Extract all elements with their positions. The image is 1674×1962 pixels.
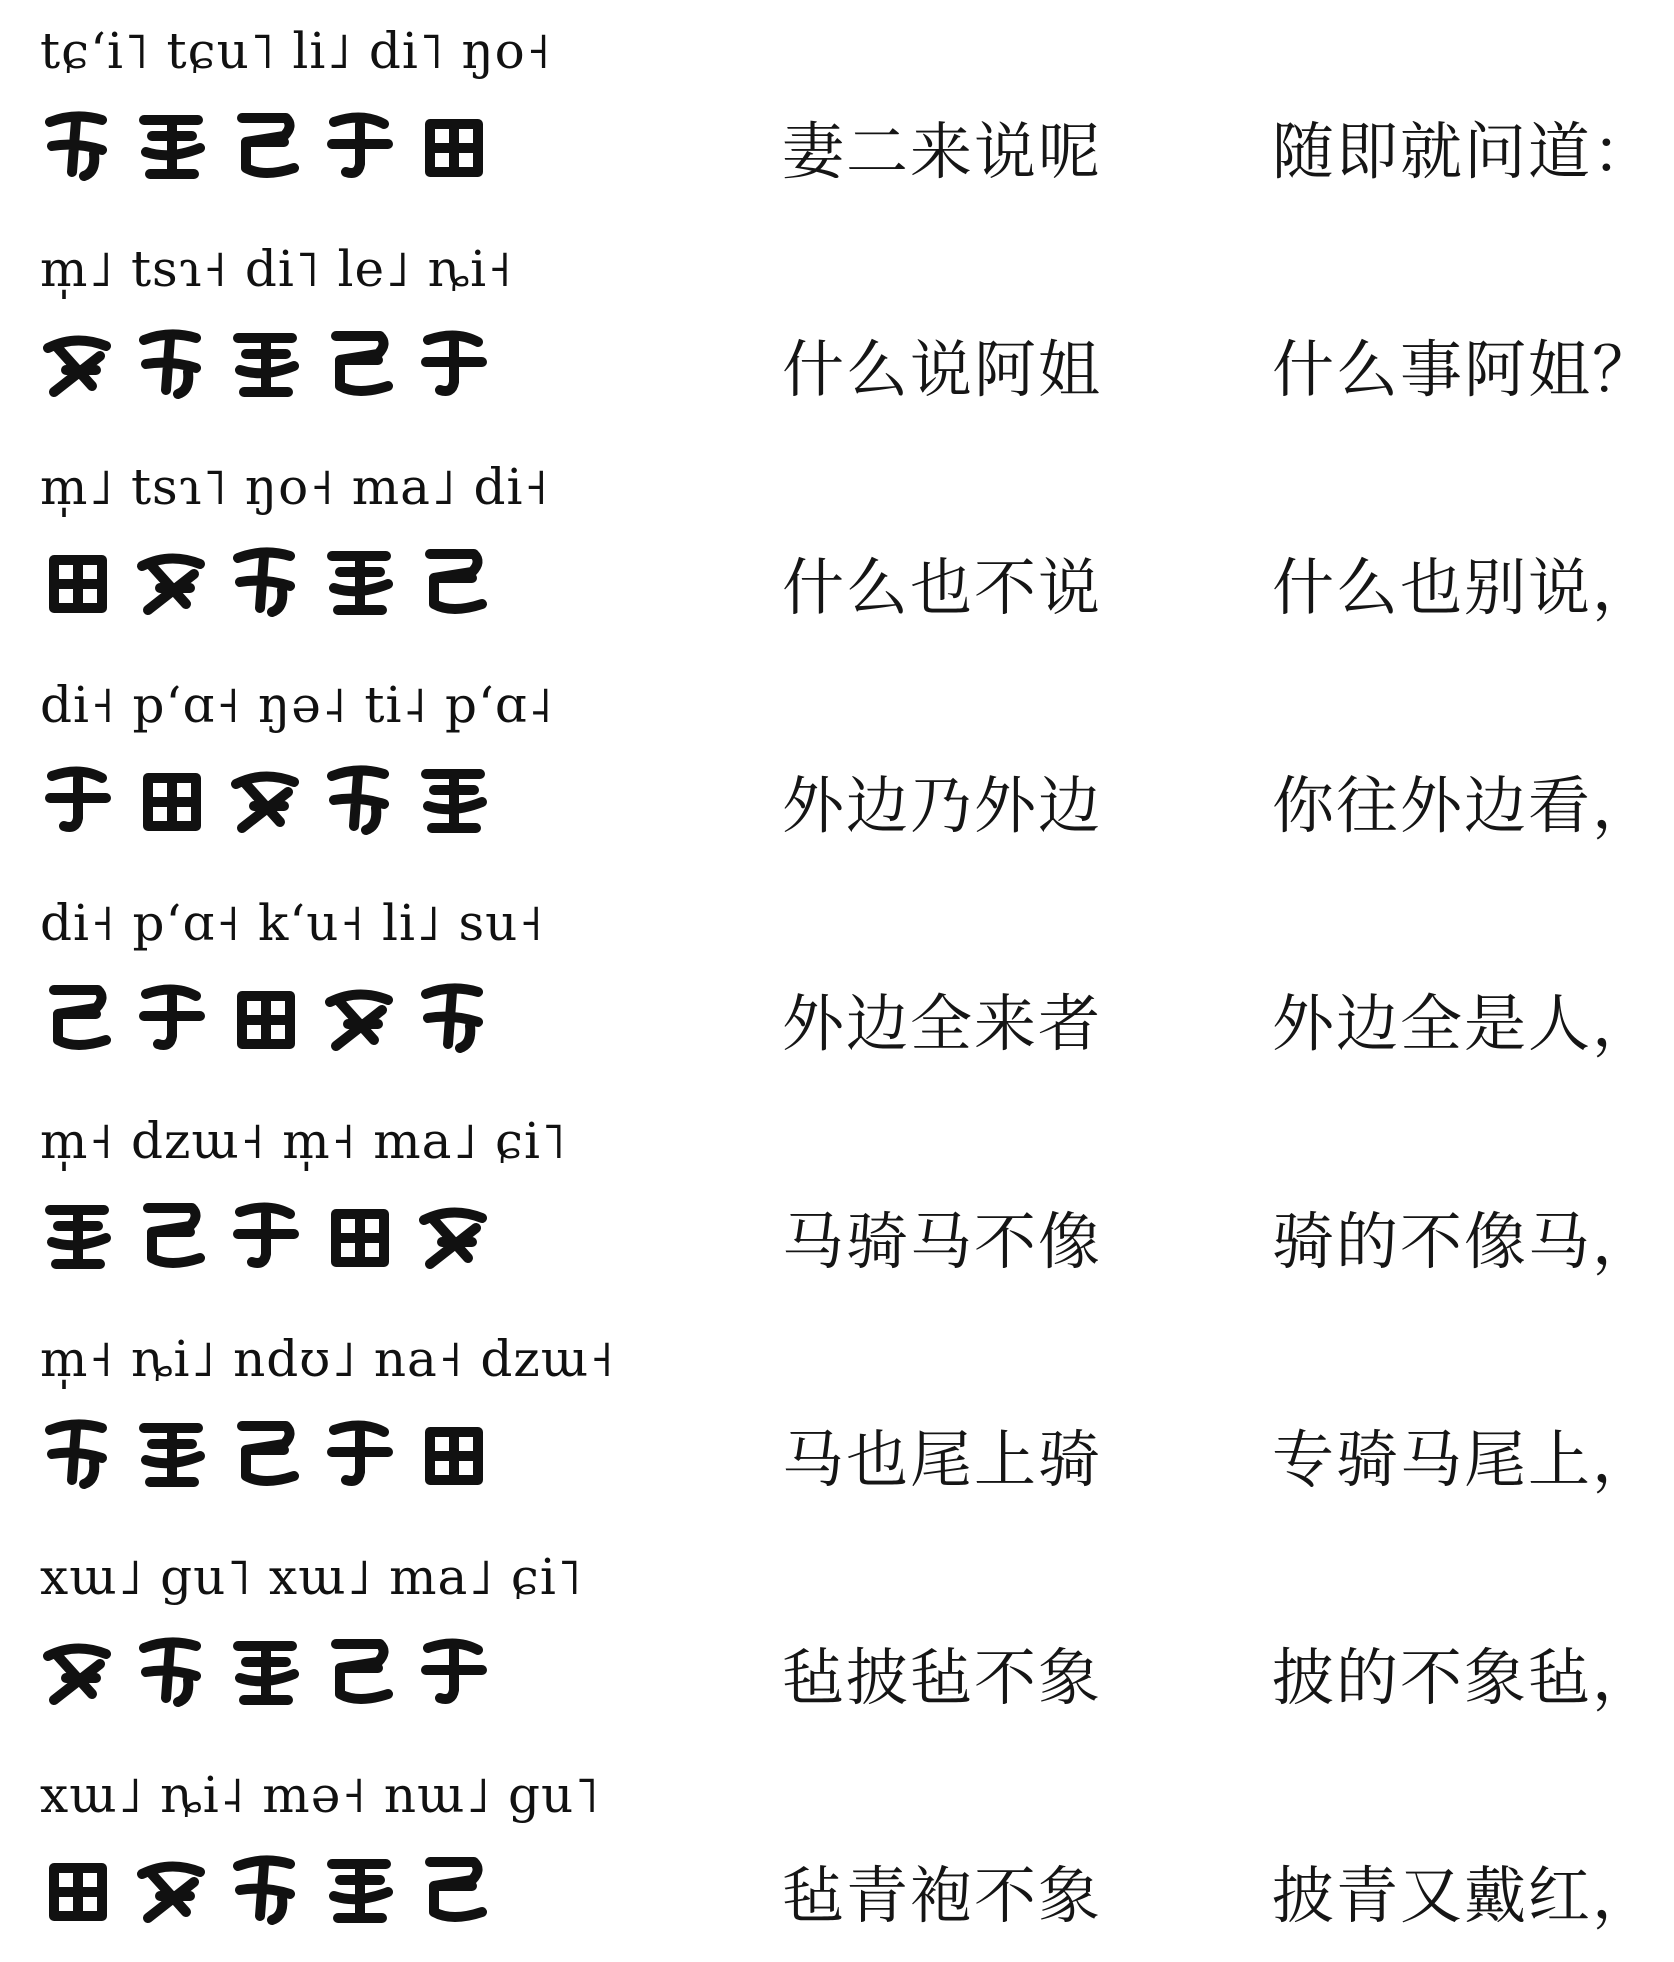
native-script-glyph-icon — [318, 320, 402, 404]
native-script-line — [36, 96, 506, 192]
free-translation: 随即就问道： — [1272, 115, 1657, 188]
free-translation: 披青又戴红， — [1272, 1859, 1657, 1932]
literal-translation: 什么说阿姐 — [782, 333, 1103, 406]
native-script-glyph-icon — [130, 1628, 214, 1712]
text-row — [0, 1744, 1674, 1962]
free-translation: 什么也别说， — [1272, 551, 1657, 624]
text-row — [0, 1308, 1674, 1526]
native-script-glyph-icon — [130, 1846, 214, 1930]
native-script-line — [36, 968, 506, 1064]
native-script-glyph-icon — [130, 1192, 214, 1276]
ipa-transcription: m̩˧ dzɯ˧ m̩˧ ma˩ ɕi˥ — [40, 1112, 567, 1170]
free-translation: 你往外边看， — [1272, 769, 1657, 842]
native-script-line — [36, 1840, 506, 1936]
literal-translation: 毡披毡不象 — [782, 1641, 1103, 1714]
ipa-transcription: xɯ˩ gu˥ xɯ˩ ma˩ ɕi˥ — [40, 1548, 583, 1606]
free-translation: 骑的不像马， — [1272, 1205, 1657, 1278]
text-row — [0, 1090, 1674, 1308]
native-script-glyph-icon — [130, 320, 214, 404]
literal-translation: 什么也不说 — [782, 551, 1103, 624]
ipa-transcription: m̩˩ tsɿ˧ di˥ le˩ ȵi˧ — [40, 240, 513, 298]
native-script-glyph-icon — [412, 320, 496, 404]
ipa-transcription: di˧ pʻɑ˧ kʻu˧ li˩ su˧ — [40, 894, 545, 952]
native-script-glyph-icon — [224, 1628, 308, 1712]
literal-translation: 马也尾上骑 — [782, 1423, 1103, 1496]
literal-translation: 马骑马不像 — [782, 1205, 1103, 1278]
native-script-glyph-icon — [224, 102, 308, 186]
ipa-transcription: xɯ˩ ȵi˨ mə˧ nɯ˩ gu˥ — [40, 1766, 600, 1824]
native-script-glyph-icon — [318, 974, 402, 1058]
text-row — [0, 436, 1674, 654]
literal-translation: 外边乃外边 — [782, 769, 1103, 842]
native-script-glyph-icon — [412, 756, 496, 840]
native-script-line — [36, 1622, 506, 1718]
free-translation: 什么事阿姐？ — [1272, 333, 1657, 406]
native-script-glyph-icon — [36, 974, 120, 1058]
native-script-glyph-icon — [412, 974, 496, 1058]
native-script-glyph-icon — [224, 974, 308, 1058]
native-script-glyph-icon — [130, 1410, 214, 1494]
literal-translation: 毡青袍不象 — [782, 1859, 1103, 1932]
native-script-glyph-icon — [412, 1628, 496, 1712]
native-script-glyph-icon — [412, 102, 496, 186]
native-script-glyph-icon — [224, 1846, 308, 1930]
ipa-transcription: m̩˧ ȵi˩ ndʊ˩ na˧ dzɯ˧ — [40, 1330, 615, 1388]
ipa-transcription: m̩˩ tsɿ˥ ŋo˧ ma˩ di˧ — [40, 458, 550, 516]
native-script-glyph-icon — [36, 320, 120, 404]
native-script-glyph-icon — [36, 1628, 120, 1712]
native-script-glyph-icon — [318, 1192, 402, 1276]
text-row — [0, 0, 1674, 218]
free-translation: 披的不象毡， — [1272, 1641, 1657, 1714]
native-script-glyph-icon — [318, 538, 402, 622]
free-translation: 专骑马尾上， — [1272, 1423, 1657, 1496]
ipa-transcription: di˧ pʻɑ˧ ŋə˨ ti˨ pʻɑ˨ — [40, 676, 554, 734]
native-script-line — [36, 1404, 506, 1500]
native-script-line — [36, 314, 506, 410]
native-script-glyph-icon — [130, 974, 214, 1058]
native-script-glyph-icon — [130, 102, 214, 186]
text-row — [0, 872, 1674, 1090]
native-script-line — [36, 1186, 506, 1282]
native-script-glyph-icon — [318, 1628, 402, 1712]
literal-translation: 外边全来者 — [782, 987, 1103, 1060]
native-script-glyph-icon — [36, 1410, 120, 1494]
native-script-glyph-icon — [36, 756, 120, 840]
ipa-transcription: tɕʻi˥ tɕu˥ li˩ di˥ ŋo˧ — [40, 22, 552, 80]
native-script-line — [36, 750, 506, 846]
native-script-glyph-icon — [224, 756, 308, 840]
native-script-glyph-icon — [130, 538, 214, 622]
native-script-glyph-icon — [36, 1846, 120, 1930]
native-script-glyph-icon — [318, 1410, 402, 1494]
text-row — [0, 218, 1674, 436]
native-script-glyph-icon — [224, 538, 308, 622]
text-row — [0, 654, 1674, 872]
literal-translation: 妻二来说呢 — [782, 115, 1103, 188]
native-script-glyph-icon — [36, 102, 120, 186]
native-script-glyph-icon — [224, 1410, 308, 1494]
native-script-glyph-icon — [36, 1192, 120, 1276]
native-script-line — [36, 532, 506, 628]
native-script-glyph-icon — [412, 538, 496, 622]
native-script-glyph-icon — [318, 102, 402, 186]
native-script-glyph-icon — [412, 1192, 496, 1276]
native-script-glyph-icon — [130, 756, 214, 840]
native-script-glyph-icon — [36, 538, 120, 622]
native-script-glyph-icon — [318, 756, 402, 840]
native-script-glyph-icon — [224, 320, 308, 404]
free-translation: 外边全是人， — [1272, 987, 1657, 1060]
native-script-glyph-icon — [412, 1410, 496, 1494]
native-script-glyph-icon — [318, 1846, 402, 1930]
native-script-glyph-icon — [412, 1846, 496, 1930]
text-row — [0, 1526, 1674, 1744]
native-script-glyph-icon — [224, 1192, 308, 1276]
